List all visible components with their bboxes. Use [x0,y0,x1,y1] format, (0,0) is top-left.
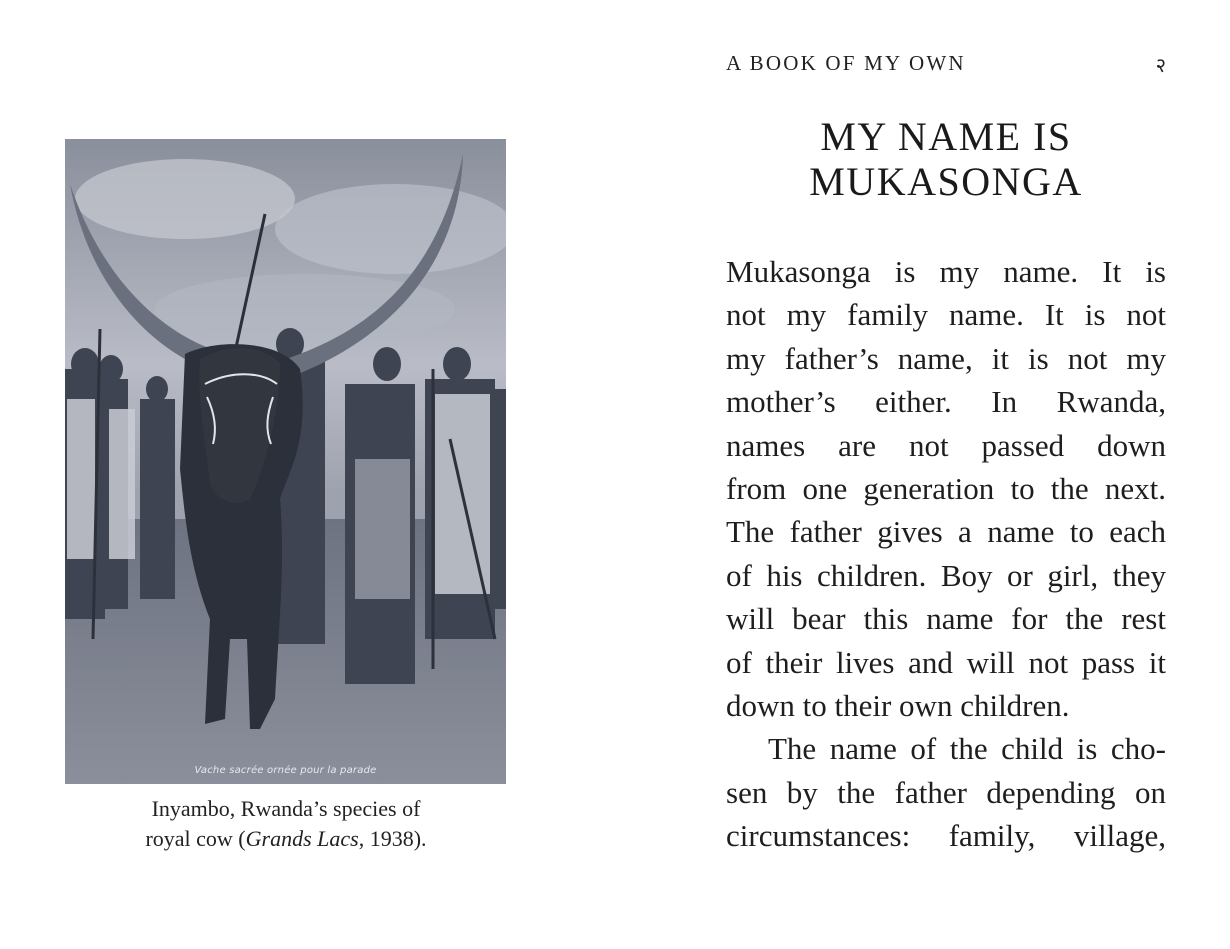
body-text [726,250,1166,858]
royal-cow-photograph [65,139,506,784]
chapter-title [726,114,1166,204]
caption-suffix: , 1938). [358,826,427,851]
photo-caption [80,794,492,854]
body-line: my father’s name, it is not my [726,340,1166,376]
body-line: not my family name. It is not [726,297,1166,333]
body-line: The name of the child is cho- [768,731,1166,767]
body-line: from one generation to the next. [726,471,1166,507]
chapter-title-line-2: MUKASONGA [809,159,1083,204]
body-line: will bear this name for the rest [726,601,1166,637]
body-line: The father gives a name to each [726,514,1166,550]
body-line: of his children. Boy or girl, they [726,557,1166,593]
caption-line-1: Inyambo, Rwanda’s species of [151,796,421,821]
chapter-title-line-1: MY NAME IS [820,114,1072,159]
caption-prefix: royal cow ( [145,826,246,851]
body-line: down to their own children. [726,688,1070,724]
body-line: of their lives and will not pass it [726,644,1166,680]
body-line: names are not passed down [726,427,1166,463]
body-line: circumstances: family, village, [726,818,1166,854]
body-line: sen by the father depending on [726,774,1166,810]
caption-source-title: Grands Lacs [245,826,359,851]
photo-embedded-caption: Vache sacrée ornée pour la parade [194,765,377,776]
caption-line-2 [80,824,492,854]
cow-illustration [65,139,506,784]
running-head: A BOOK OF MY OWN [726,51,966,75]
body-line: mother’s either. In Rwanda, [726,384,1166,420]
body-line: Mukasonga is my name. It is [726,254,1166,289]
page-number: २ [1155,55,1166,77]
